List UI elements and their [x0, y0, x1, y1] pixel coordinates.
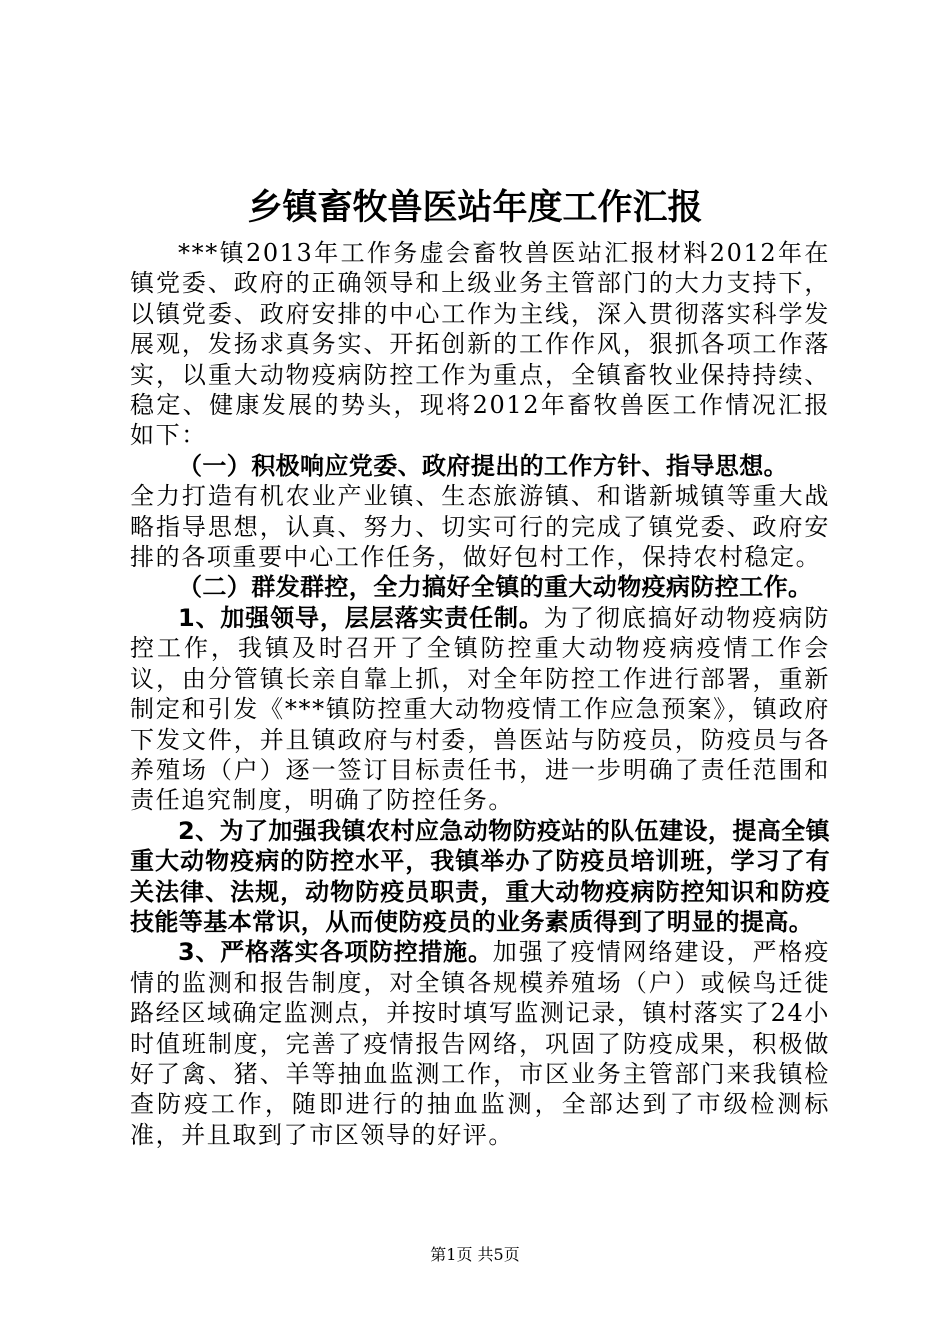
item-1-body: 为了彻底搞好动物疫病防控工作，我镇及时召开了全镇防控重大动物疫病疫情工作会议，由分管镇长亲自靠上抓，对全年防控工作进行部署，重新制定和引发《***镇防控重大动物疫情工作应急预案》，镇政府下发文件，并且镇政府与村委，兽医站与防疫员，防疫员与各养殖场（户）逐一签订目标责任书，进一步明确了责任范围和责任追究制度，明确了防控任务。 [130, 603, 830, 815]
section-2-heading: （二）群发群控，全力搞好全镇的重大动物疫病防控工作。 [178, 573, 813, 602]
item-2-paragraph: 2、为了加强我镇农村应急动物防疫站的队伍建设，提高全镇重大动物疫病的防控水平，我镇举办了防疫员培训班，学习了有关法律、法规，动物防疫员职责，重大动物疫病防控知识和防疫技能等基本常识，从而使防疫员的业务素质得到了明显的提高。 [130, 816, 830, 936]
item-1-lead: 1、加强领导，层层落实责任制。 [178, 603, 544, 632]
item-1-paragraph [130, 603, 830, 816]
page-footer: 第1页 共5页 [430, 1245, 520, 1264]
section-1-paragraph: 全力打造有机农业产业镇、生态旅游镇、和谐新城镇等重大战略指导思想，认真、努力、切实可行的完成了镇党委、政府安排的各项重要中心工作任务，做好包村工作，保持农村稳定。 [130, 482, 830, 572]
item-3-lead: 3、严格落实各项防控措施。 [178, 938, 493, 967]
item-3-paragraph [130, 937, 830, 1150]
section-1-heading: （一）积极响应党委、政府提出的工作方针、指导思想。 [178, 451, 788, 480]
document-title: 乡镇畜牧兽医站年度工作汇报 [247, 188, 703, 228]
intro-paragraph: ***镇2013年工作务虚会畜牧兽医站汇报材料2012年在镇党委、政府的正确领导和上级业务主管部门的大力支持下，以镇党委、政府安排的中心工作为主线，深入贯彻落实科学发展观，发扬求真务实、开拓创新的工作作风，狠抓各项工作落实，以重大动物疫病防控工作为重点，全镇畜牧业保持持续、稳定、健康发展的势头，现将2012年畜牧兽医工作情况汇报如下： [130, 239, 830, 450]
item-3-body: 加强了疫情网络建设，严格疫情的监测和报告制度，对全镇各规模养殖场（户）或候鸟迁徙路经区域确定监测点，并按时填写监测记录，镇村落实了24小时值班制度，完善了疫情报告网络，巩固了防疫成果，积极做好了禽、猪、羊等抽血监测工作，市区业务主管部门来我镇检查防疫工作，随即进行的抽血监测，全部达到了市级检测标准，并且取到了市区领导的好评。 [130, 938, 830, 1149]
document-body [130, 238, 830, 1150]
